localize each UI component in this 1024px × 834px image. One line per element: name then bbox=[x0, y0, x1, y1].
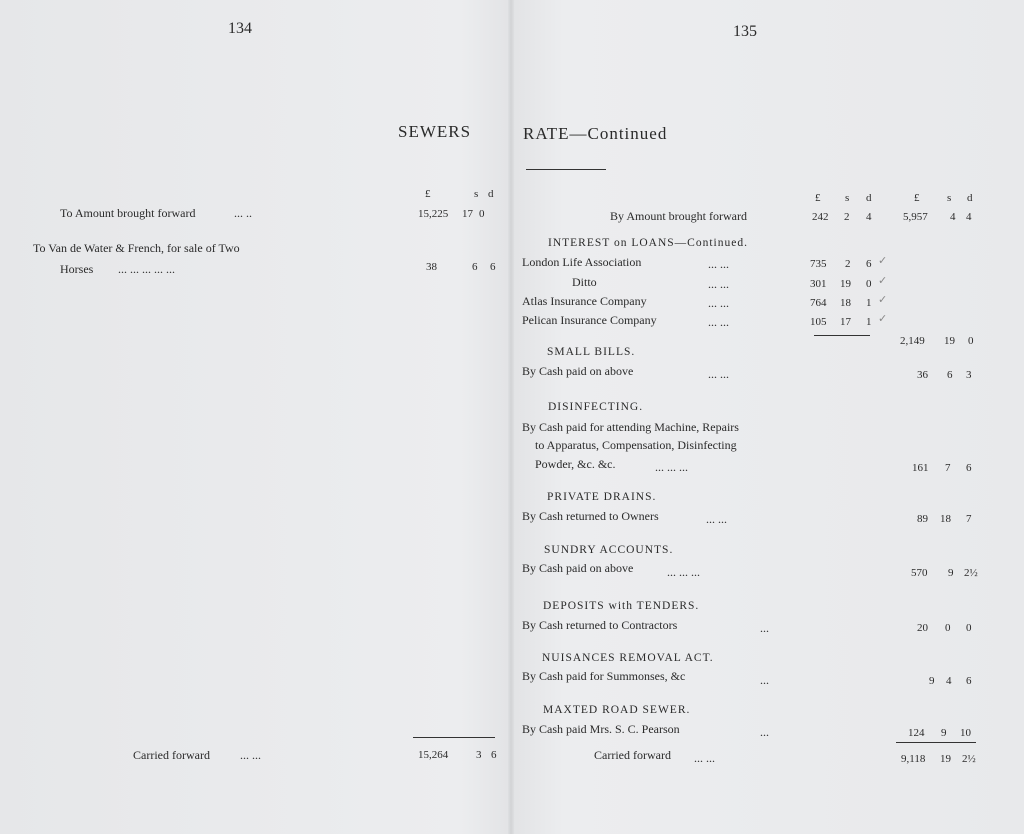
interest-total-pounds: 2,149 bbox=[900, 335, 925, 347]
left-vandewater-dots: ... ... ... ... ... bbox=[118, 262, 175, 276]
tick-icon: ✓ bbox=[878, 275, 888, 287]
maxted-shillings: 9 bbox=[941, 727, 947, 739]
left-carried-forward-pence: 6 bbox=[491, 749, 497, 761]
nuisances-label: By Cash paid for Summonses, &c bbox=[522, 669, 686, 683]
left-brought-forward-label: To Amount brought forward bbox=[60, 206, 196, 220]
disinfecting-shillings: 7 bbox=[945, 462, 951, 474]
disinfecting-line3: Powder, &c. &c. bbox=[535, 457, 616, 471]
small-bills-dots: ... ... bbox=[708, 367, 729, 381]
small-bills-label: By Cash paid on above bbox=[522, 364, 634, 378]
sundry-accounts-dots: ... ... ... bbox=[667, 565, 700, 579]
right-header1-shillings: s bbox=[845, 192, 850, 204]
interest-total-pence: 0 bbox=[968, 335, 974, 347]
loan-dots-pelican: ... ... bbox=[708, 315, 729, 329]
private-drains-pounds: 89 bbox=[917, 513, 928, 525]
nuisances-heading: NUISANCES REMOVAL ACT. bbox=[542, 652, 714, 664]
deposits-pence: 0 bbox=[966, 622, 972, 634]
sundry-accounts-heading: SUNDRY ACCOUNTS. bbox=[544, 544, 674, 556]
right-carried-forward-pence: 2½ bbox=[962, 753, 976, 765]
loan-shillings-atlas: 18 bbox=[840, 297, 851, 309]
left-brought-forward-pence: 0 bbox=[479, 208, 485, 220]
small-bills-shillings: 6 bbox=[947, 369, 953, 381]
left-vandewater-shillings: 6 bbox=[472, 261, 478, 273]
loan-pence-london: 6 bbox=[866, 258, 872, 270]
right-carried-forward-label: Carried forward bbox=[594, 748, 671, 762]
disinfecting-dots: ... ... ... bbox=[655, 460, 688, 474]
deposits-pounds: 20 bbox=[917, 622, 928, 634]
loan-pence-ditto: 0 bbox=[866, 278, 872, 290]
right-brought-forward-col2-pounds: 5,957 bbox=[903, 211, 928, 223]
private-drains-shillings: 18 bbox=[940, 513, 951, 525]
loan-pounds-ditto: 301 bbox=[810, 278, 827, 290]
loan-label-pelican: Pelican Insurance Company bbox=[522, 313, 657, 327]
loan-dots-london: ... ... bbox=[708, 257, 729, 271]
loan-shillings-pelican: 17 bbox=[840, 316, 851, 328]
right-carried-forward-dots: ... ... bbox=[694, 751, 715, 765]
loan-label-london: London Life Association bbox=[522, 255, 642, 269]
interest-total-shillings: 19 bbox=[944, 335, 955, 347]
interest-subtotal-rule bbox=[814, 335, 870, 336]
sundry-accounts-shillings: 9 bbox=[948, 567, 954, 579]
maxted-dots: ... bbox=[760, 725, 769, 739]
loan-pounds-london: 735 bbox=[810, 258, 827, 270]
left-vandewater-line2: Horses bbox=[60, 262, 94, 276]
loan-pence-atlas: 1 bbox=[866, 297, 872, 309]
nuisances-pounds: 9 bbox=[929, 675, 935, 687]
deposits-label: By Cash returned to Contractors bbox=[522, 618, 678, 632]
right-carried-forward-shillings: 19 bbox=[940, 753, 951, 765]
right-carried-forward-pounds: 9,118 bbox=[901, 753, 926, 765]
left-carried-forward-pounds: 15,264 bbox=[418, 749, 449, 761]
right-header2-pence: d bbox=[967, 192, 973, 204]
private-drains-heading: PRIVATE DRAINS. bbox=[547, 491, 657, 503]
loan-dots-atlas: ... ... bbox=[708, 296, 729, 310]
right-header2-shillings: s bbox=[947, 192, 952, 204]
right-brought-forward-col1-shillings: 2 bbox=[844, 211, 850, 223]
left-brought-forward-shillings: 17 bbox=[462, 208, 473, 220]
loan-shillings-london: 2 bbox=[845, 258, 851, 270]
tick-icon: ✓ bbox=[878, 255, 888, 267]
title-right: RATE—Continued bbox=[523, 124, 668, 143]
nuisances-pence: 6 bbox=[966, 675, 972, 687]
right-total-rule bbox=[896, 742, 976, 743]
left-brought-forward-pounds: 15,225 bbox=[418, 208, 449, 220]
left-header-pounds: £ bbox=[425, 188, 431, 200]
loan-label-atlas: Atlas Insurance Company bbox=[522, 294, 647, 308]
title-left: SEWERS bbox=[398, 122, 472, 141]
nuisances-dots: ... bbox=[760, 673, 769, 687]
disinfecting-pounds: 161 bbox=[912, 462, 929, 474]
maxted-label: By Cash paid Mrs. S. C. Pearson bbox=[522, 722, 680, 736]
interest-heading: INTEREST on LOANS—Continued. bbox=[548, 237, 748, 249]
right-header1-pounds: £ bbox=[815, 192, 821, 204]
left-header-shillings: s bbox=[474, 188, 479, 200]
small-bills-heading: SMALL BILLS. bbox=[547, 346, 636, 358]
left-carried-forward-shillings: 3 bbox=[476, 749, 482, 761]
disinfecting-line1: By Cash paid for attending Machine, Repairs bbox=[522, 420, 739, 434]
right-brought-forward-label: By Amount brought forward bbox=[610, 209, 747, 223]
tick-icon: ✓ bbox=[878, 294, 888, 306]
private-drains-label: By Cash returned to Owners bbox=[522, 509, 659, 523]
sundry-accounts-pence: 2½ bbox=[964, 567, 978, 579]
loan-pence-pelican: 1 bbox=[866, 316, 872, 328]
right-header2-pounds: £ bbox=[914, 192, 920, 204]
left-vandewater-line1: To Van de Water & French, for sale of Two bbox=[33, 241, 240, 255]
left-carried-forward-dots: ... ... bbox=[240, 748, 261, 762]
deposits-heading: DEPOSITS with TENDERS. bbox=[543, 600, 700, 612]
small-bills-pence: 3 bbox=[966, 369, 972, 381]
page-number-left: 134 bbox=[228, 20, 252, 37]
loan-pounds-pelican: 105 bbox=[810, 316, 827, 328]
book-spine bbox=[508, 0, 514, 834]
loan-dots-ditto: ... ... bbox=[708, 277, 729, 291]
disinfecting-line2: to Apparatus, Compensation, Disinfecting bbox=[535, 438, 737, 452]
right-brought-forward-col2-pence: 4 bbox=[966, 211, 972, 223]
right-brought-forward-col2-shillings: 4 bbox=[950, 211, 956, 223]
left-total-rule bbox=[413, 737, 495, 738]
left-header-pence: d bbox=[488, 188, 494, 200]
disinfecting-heading: DISINFECTING. bbox=[548, 401, 644, 413]
private-drains-dots: ... ... bbox=[706, 512, 727, 526]
left-vandewater-pounds: 38 bbox=[426, 261, 437, 273]
loan-label-ditto: Ditto bbox=[572, 275, 597, 289]
private-drains-pence: 7 bbox=[966, 513, 972, 525]
deposits-shillings: 0 bbox=[945, 622, 951, 634]
sundry-accounts-label: By Cash paid on above bbox=[522, 561, 634, 575]
title-rule bbox=[526, 169, 606, 170]
page-number-right: 135 bbox=[733, 23, 757, 40]
maxted-pounds: 124 bbox=[908, 727, 925, 739]
tick-icon: ✓ bbox=[878, 313, 888, 325]
disinfecting-pence: 6 bbox=[966, 462, 972, 474]
sundry-accounts-pounds: 570 bbox=[911, 567, 928, 579]
right-header1-pence: d bbox=[866, 192, 872, 204]
right-brought-forward-col1-pence: 4 bbox=[866, 211, 872, 223]
left-vandewater-pence: 6 bbox=[490, 261, 496, 273]
right-brought-forward-col1-pounds: 242 bbox=[812, 211, 829, 223]
left-carried-forward-label: Carried forward bbox=[133, 748, 210, 762]
maxted-heading: MAXTED ROAD SEWER. bbox=[543, 704, 691, 716]
small-bills-pounds: 36 bbox=[917, 369, 928, 381]
nuisances-shillings: 4 bbox=[946, 675, 952, 687]
deposits-dots: ... bbox=[760, 621, 769, 635]
left-brought-forward-dots: ... .. bbox=[234, 206, 252, 220]
loan-pounds-atlas: 764 bbox=[810, 297, 827, 309]
loan-shillings-ditto: 19 bbox=[840, 278, 851, 290]
maxted-pence: 10 bbox=[960, 727, 971, 739]
